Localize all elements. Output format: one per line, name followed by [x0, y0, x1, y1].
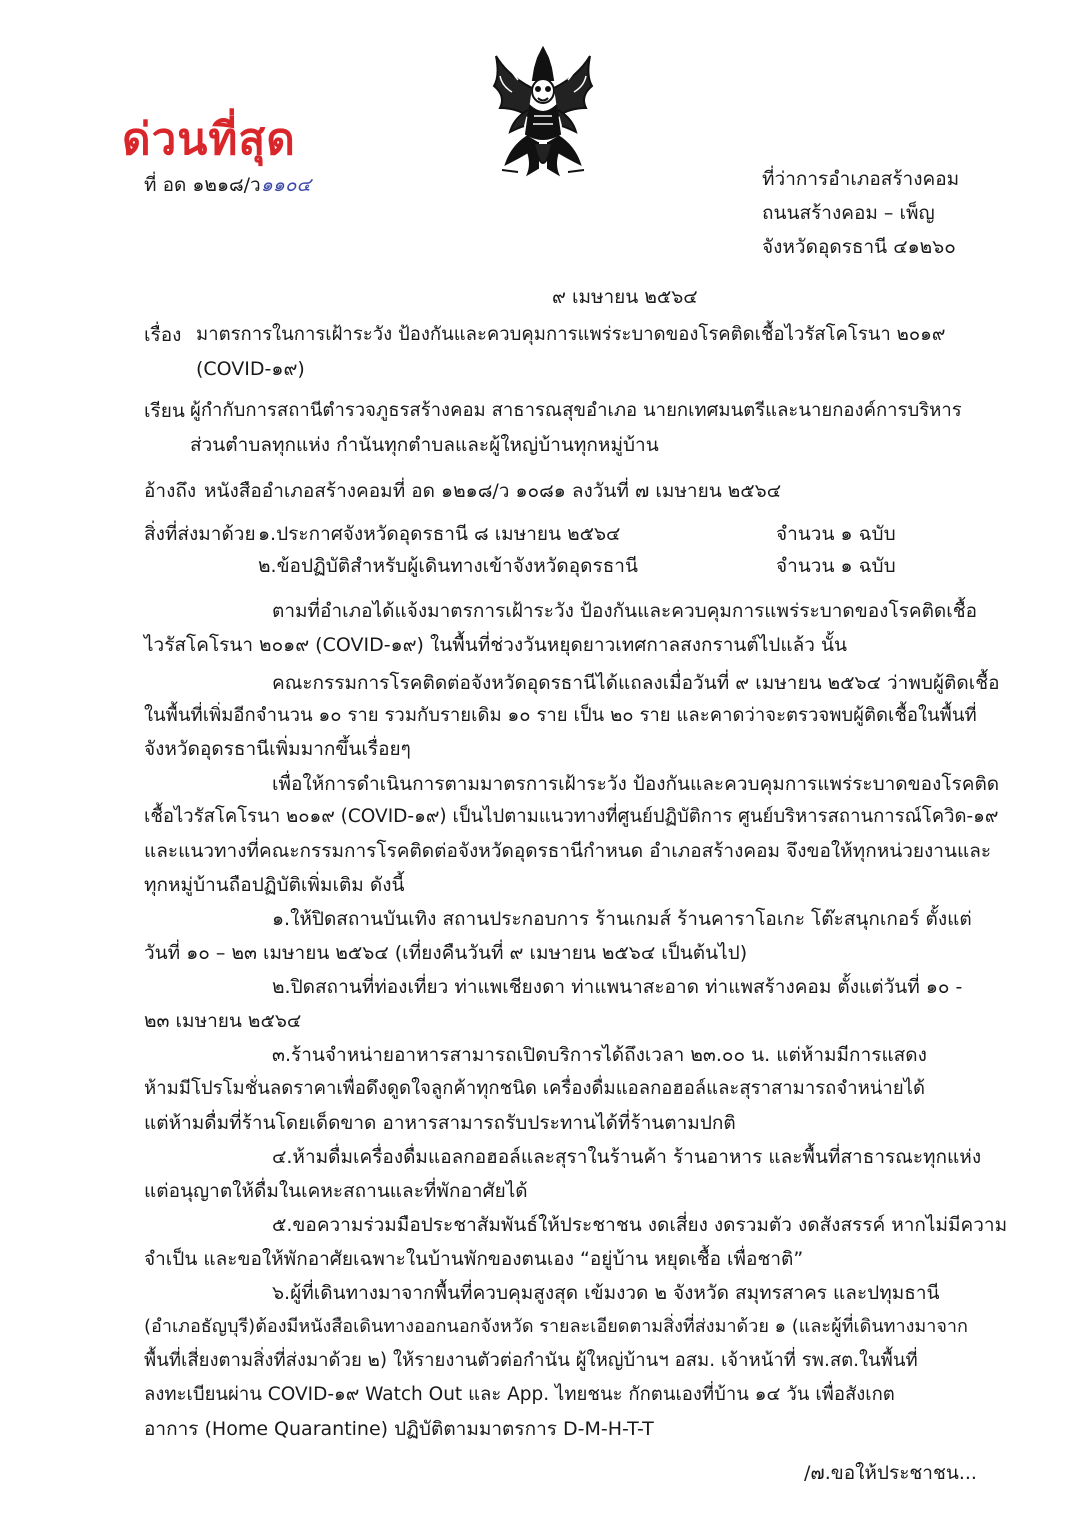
body-line: คณะกรรมการโรคติดต่อจังหวัดอุดรธานีได้แถลงเมื่อวันที่ ๙ เมษายน ๒๕๖๔ ว่าพบผู้ติดเชื้อ [272, 672, 1000, 694]
enclosure-item: ๑.ประกาศจังหวัดอุดรธานี ๘ เมษายน ๒๕๖๔ [258, 523, 621, 545]
subject-label: เรื่อง [144, 324, 182, 346]
enclosure-item: ๒.ข้อปฏิบัติสำหรับผู้เดินทางเข้าจังหวัดอุดรธานี [258, 555, 638, 577]
subject-line-2: (COVID-๑๙) [196, 358, 305, 380]
body-line: แต่ห้ามดื่มที่ร้านโดยเด็ดขาด อาหารสามารถรับประทานได้ที่ร้านตามปกติ [144, 1112, 736, 1134]
body-line: ในพื้นที่เพิ่มอีกจำนวน ๑๐ ราย รวมกับรายเดิม ๑๐ ราย เป็น ๒๐ ราย และคาดว่าจะตรวจพบผู้ติดเชื้อในพื้นที่ [144, 705, 977, 726]
body-line: ๖.ผู้ที่เดินทางมาจากพื้นที่ควบคุมสูงสุด เข้มงวด ๒ จังหวัด สมุทรสาคร และปทุมธานี [272, 1282, 940, 1304]
recipient-label: เรียน [144, 400, 185, 422]
body-line: ตามที่อำเภอได้แจ้งมาตรการเฝ้าระวัง ป้องกันและควบคุมการแพร่ระบาดของโรคติดเชื้อ [272, 600, 978, 622]
body-line: ไวรัสโคโรนา ๒๐๑๙ (COVID-๑๙) ในพื้นที่ช่วงวันหยุดยาวเทศกาลสงกรานต์ไปแล้ว นั้น [144, 634, 847, 656]
body-line: วันที่ ๑๐ – ๒๓ เมษายน ๒๕๖๔ (เที่ยงคืนวันที่ ๙ เมษายน ๒๕๖๔ เป็นต้นไป) [144, 942, 748, 964]
body-line: ๔.ห้ามดื่มเครื่องดื่มแอลกอฮอล์และสุราในร้านค้า ร้านอาหาร และพื้นที่สาธารณะทุกแห่ง [272, 1146, 982, 1168]
subject-line-1: มาตรการในการเฝ้าระวัง ป้องกันและควบคุมการแพร่ระบาดของโรคติดเชื้อไวรัสโคโรนา ๒๐๑๙ [196, 324, 946, 345]
reference-number-prefix: ที่ อด ๑๒๑๘/ว [144, 174, 261, 196]
body-line: ๕.ขอความร่วมมือประชาสัมพันธ์ให้ประชาชน งดเสี่ยง งดรวมตัว งดสังสรรค์ หากไม่มีความ [272, 1214, 1008, 1236]
body-line: (อำเภอธัญบุรี)ต้องมีหนังสือเดินทางออกนอกจังหวัด รายละเอียดตามสิ่งที่ส่งมาด้วย ๑ (และผู้ที่เดินทางมาจาก [144, 1316, 968, 1337]
body-line: และแนวทางที่คณะกรรมการโรคติดต่อจังหวัดอุดรธานีกำหนด อำเภอสร้างคอม จึงขอให้ทุกหน่วยงานและ [144, 840, 992, 862]
body-line: ๒๓ เมษายน ๒๕๖๔ [144, 1010, 302, 1032]
reference-text: หนังสืออำเภอสร้างคอมที่ อด ๑๒๑๘/ว ๑๐๘๑ ลงวันที่ ๗ เมษายน ๒๕๖๔ [204, 480, 782, 502]
body-line: ทุกหมู่บ้านถือปฏิบัติเพิ่มเติม ดังนี้ [144, 874, 405, 896]
address-line-3: จังหวัดอุดรธานี ๔๑๒๖๐ [762, 236, 956, 258]
recipient-line-2: ส่วนตำบลทุกแห่ง กำนันทุกตำบลและผู้ใหญ่บ้านทุกหมู่บ้าน [190, 434, 659, 456]
recipient-line-1: ผู้กำกับการสถานีตำรวจภูธรสร้างคอม สาธารณสุขอำเภอ นายกเทศมนตรีและนายกองค์การบริหาร [190, 400, 962, 421]
body-line: ห้ามมีโปรโมชั่นลดราคาเพื่อดึงดูดใจลูกค้าทุกชนิด เครื่องดื่มแอลกอฮอล์และสุราสามารถจำหน่ายได้ [144, 1078, 925, 1099]
body-line: ลงทะเบียนผ่าน COVID-๑๙ Watch Out และ App. ไทยชนะ กักตนเองที่บ้าน ๑๔ วัน เพื่อสังเกต [144, 1384, 895, 1405]
garuda-emblem [488, 46, 598, 184]
body-line: แต่อนุญาตให้ดื่มในเคหะสถานและที่พักอาศัยได้ [144, 1180, 528, 1202]
page-continuation: /๗.ขอให้ประชาชน... [804, 1462, 977, 1484]
body-line: อาการ (Home Quarantine) ปฏิบัติตามมาตรการ D-M-H-T-T [144, 1418, 654, 1440]
enclosure-quantity: จำนวน ๑ ฉบับ [776, 523, 896, 545]
document-date: ๙ เมษายน ๒๕๖๔ [552, 286, 698, 308]
reference-number-handwritten: ๑๑๐๔ [260, 174, 311, 196]
body-line: พื้นที่เสี่ยงตามสิ่งที่ส่งมาด้วย ๒) ให้รายงานตัวต่อกำนัน ผู้ใหญ่บ้านฯ อสม. เจ้าหน้าที่ รพ.สต.ในพื้นที่ [144, 1350, 918, 1371]
enclosures-label: สิ่งที่ส่งมาด้วย [144, 523, 256, 545]
address-line-2: ถนนสร้างคอม – เพ็ญ [762, 202, 935, 224]
body-line: จังหวัดอุดรธานีเพิ่มมากขึ้นเรื่อยๆ [144, 738, 411, 760]
body-line: เชื้อไวรัสโคโรนา ๒๐๑๙ (COVID-๑๙) เป็นไปตามแนวทางที่ศูนย์ปฏิบัติการ ศูนย์บริหารสถานการณ์โควิด-๑๙ [144, 806, 999, 827]
body-line: ๑.ให้ปิดสถานบันเทิง สถานประกอบการ ร้านเกมส์ ร้านคาราโอเกะ โต๊ะสนุกเกอร์ ตั้งแต่ [272, 908, 972, 930]
urgency-stamp: ด่วนที่สุด [122, 114, 296, 165]
address-line-1: ที่ว่าการอำเภอสร้างคอม [762, 168, 960, 190]
enclosure-quantity: จำนวน ๑ ฉบับ [776, 555, 896, 577]
reference-number [144, 172, 311, 198]
reference-label: อ้างถึง [144, 480, 197, 502]
body-line: จำเป็น และขอให้พักอาศัยเฉพาะในบ้านพักของตนเอง “อยู่บ้าน หยุดเชื้อ เพื่อชาติ” [144, 1248, 804, 1270]
body-line: เพื่อให้การดำเนินการตามมาตรการเฝ้าระวัง ป้องกันและควบคุมการแพร่ระบาดของโรคติด [272, 773, 1000, 795]
body-line: ๒.ปิดสถานที่ท่องเที่ยว ท่าแพเชียงดา ท่าแพนาสะอาด ท่าแพสร้างคอม ตั้งแต่วันที่ ๑๐ - [272, 976, 963, 998]
body-line: ๓.ร้านจำหน่ายอาหารสามารถเปิดบริการได้ถึงเวลา ๒๓.๐๐ น. แต่ห้ามมีการแสดง [272, 1044, 927, 1066]
